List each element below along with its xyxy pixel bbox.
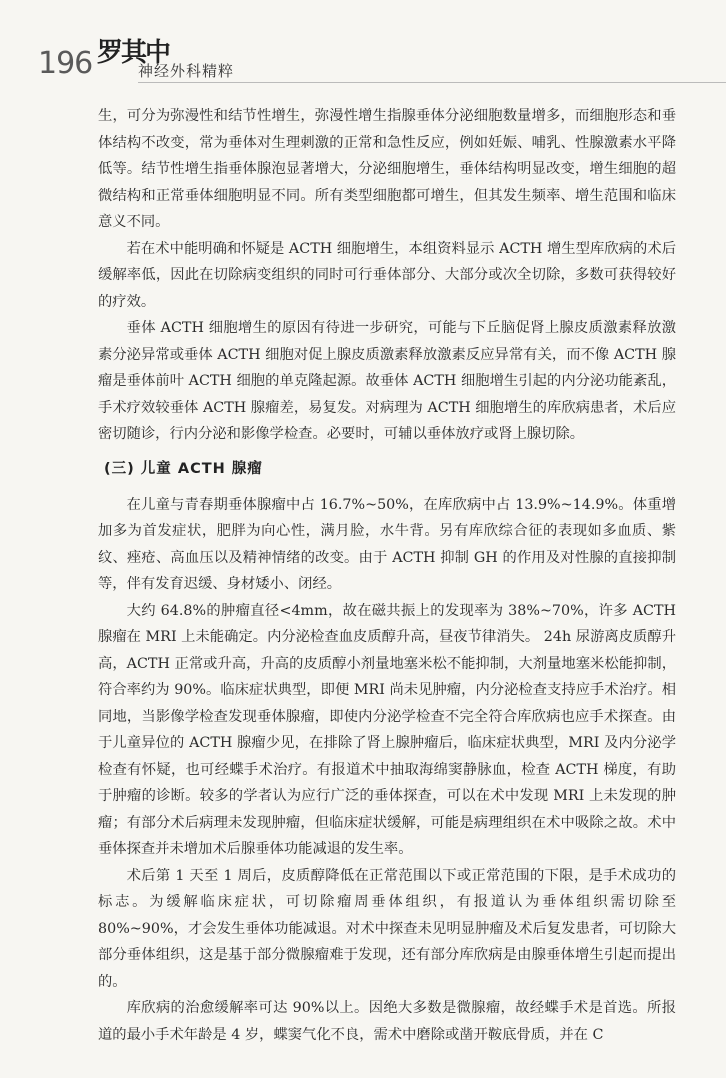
page-body (98, 103, 676, 1048)
paragraph: 在儿童与青春期垂体腺瘤中占 16.7%~50%，在库欣病中占 13.9%~14.9%。体重增加多为首发症状，肥胖为向心性，满月脸，水牛背。另有库欣综合征的表现如多血质、紫纹、痤疮、高血压以及精神情绪的改变。由于 ACTH 抑制 GH 的作用及对性腺的直接抑制等，伴有发育迟缓、身材矮小、闭经。 (98, 496, 676, 592)
section-heading: (三) 儿童 ACTH 腺瘤 (104, 460, 263, 477)
paragraph: 大约 64.8%的肿瘤直径<4mm，故在磁共振上的发现率为 38%~70%，许多 ACTH 腺瘤在 MRI 上未能确定。内分泌检查血皮质醇升高，昼夜节律消失。 24h 尿游离皮质醇升高，ACTH 正常或升高，升高的皮质醇小剂量地塞米松不能抑制，大剂量地塞米松能抑制，符合率约为 90%。临床症状典型，即便 MRI 尚未见肿瘤，内分泌检查支持应手术治疗。相同地，当影像学检查发现垂体腺瘤，即使内分泌学检查不完全符合库欣病也应手术探查。由于儿童异位的 ACTH 腺瘤少见，在排除了肾上腺肿瘤后，临床症状典型，MRI 及内分泌学检查有怀疑，也可经蝶手术治疗。有报道术中抽取海绵窦静脉血，检查 ACTH 梯度，有助于肿瘤的诊断。较多的学者认为应行广泛的垂体探查，可以在术中发现 MRI 上未发现的肿瘤；有部分术后病理未发现肿瘤，但临床症状缓解，可能是病理组织在术中吸除之故。术中垂体探查并未增加术后腺垂体功能减退的发生率。 (98, 602, 676, 857)
book-author: 罗其中 (97, 38, 170, 68)
header-rule (138, 82, 726, 83)
paragraph: 生，可分为弥漫性和结节性增生，弥漫性增生指腺垂体分泌细胞数量增多，而细胞形态和垂体结构不改变，常为垂体对生理刺激的正常和急性反应，例如妊娠、哺乳、性腺激素水平降低等。结节性增生指垂体腺泡显著增大，分泌细胞增生，垂体结构明显改变，增生细胞的超微结构和正常垂体细胞明显不同。所有类型细胞都可增生，但其发生频率、增生范围和临床意义不同。 (98, 108, 676, 230)
paragraph: 垂体 ACTH 细胞增生的原因有待进一步研究，可能与下丘脑促肾上腺皮质激素释放激素分泌异常或垂体 ACTH 细胞对促上腺皮质激素释放激素反应异常有关，而不像 ACTH 腺瘤是垂体前叶 ACTH 细胞的单克隆起源。故垂体 ACTH 细胞增生引起的内分泌功能紊乱，手术疗效较垂体 ACTH 腺瘤差，易复发。对病理为 ACTH 细胞增生的库欣病患者，术后应密切随诊，行内分泌和影像学检查。必要时，可辅以垂体放疗或肾上腺切除。 (98, 320, 676, 442)
book-title: 神经外科精粹 (138, 62, 235, 80)
paragraph: 若在术中能明确和怀疑是 ACTH 细胞增生，本组资料显示 ACTH 增生型库欣病的术后缓解率低，因此在切除病变组织的同时可行垂体部分、大部分或次全切除，多数可获得较好的疗效。 (98, 240, 676, 310)
page-number: 196 (38, 46, 93, 81)
paragraph: 库欣病的治愈缓解率可达 90%以上。因绝大多数是微腺瘤，故经蝶手术是首选。所报道的最小手术年龄是 4 岁，蝶窦气化不良，需术中磨除或凿开鞍底骨质，并在 C (98, 1000, 676, 1043)
page-header (0, 0, 726, 100)
paragraph: 术后第 1 天至 1 周后，皮质醇降低在正常范围以下或正常范围的下限，是手术成功的标志。为缓解临床症状，可切除瘤周垂体组织，有报道认为垂体组织需切除至 80%~90%，才会发生垂体功能减退。对术中探查未见明显肿瘤及术后复发患者，可切除大部分垂体组织，这是基于部分微腺瘤难于发现，还有部分库欣病是由腺垂体增生引起而提出的。 (98, 867, 676, 990)
